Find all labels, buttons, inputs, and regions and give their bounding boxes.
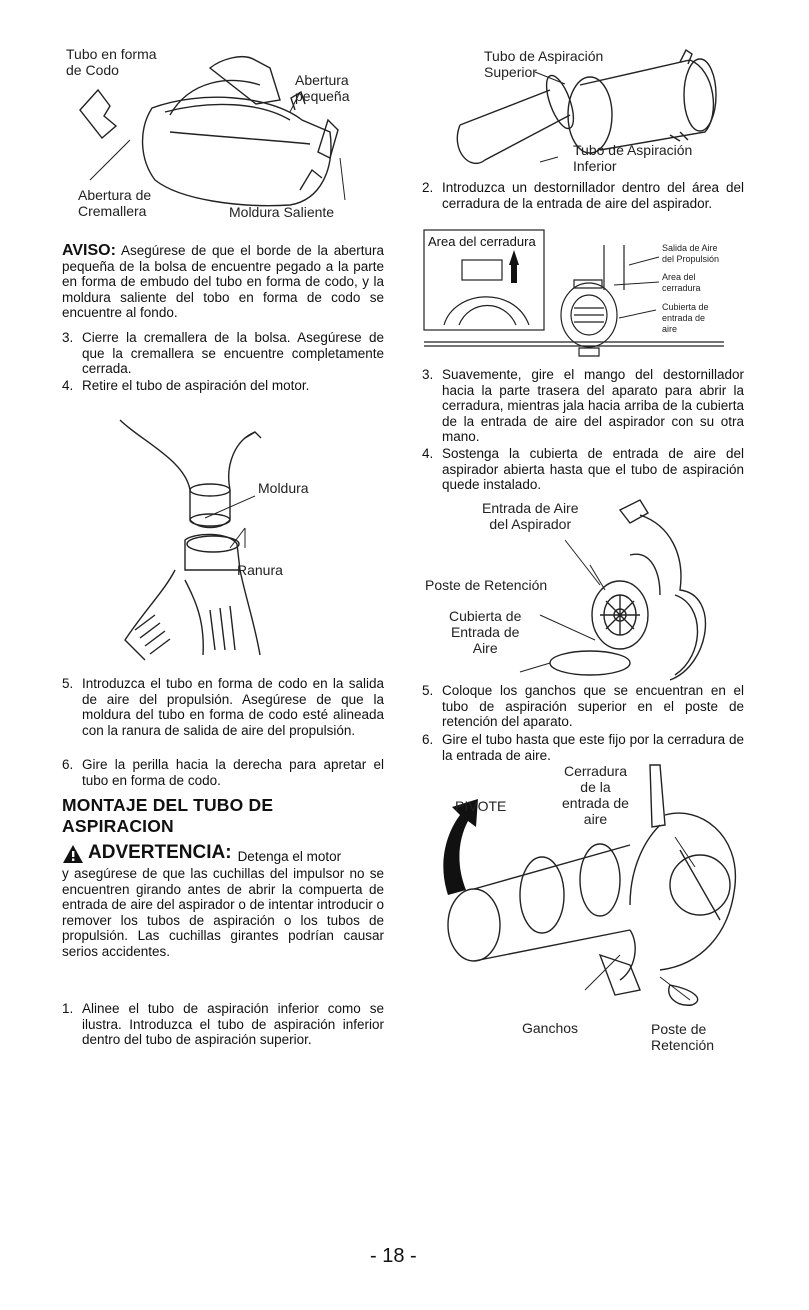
step-left-1: 1. Alinee el tubo de aspiración inferior como se ilustra. Introduzca el tubo de aspiración inferior dentro del tubo de aspiración superior. [62, 1001, 384, 1048]
label-molding: Moldura [258, 480, 309, 496]
label-latch-area: Area del cerradura [428, 234, 536, 249]
figure-molding-slot [105, 420, 305, 670]
label-slot: Ranura [237, 562, 283, 578]
molding-illustration [105, 420, 305, 670]
label-vacuum-inlet: Entrada de Aire del Aspirador [482, 500, 579, 532]
label-upper-tube: Tubo de Aspiración Superior [484, 48, 604, 80]
label-raised-molding: Moldura Saliente [229, 204, 335, 220]
label-lower-tube: Tubo de Aspiración Inferior [573, 142, 693, 174]
label-pivot: PIVOTE [455, 798, 507, 814]
label-elbow-tube: Tubo en forma de Codo [66, 46, 157, 78]
label-inlet-latch: Cerradura de la entrada de aire [562, 763, 629, 827]
label-hooks: Ganchos [522, 1020, 579, 1036]
warning-text-first: Detenga el motor [237, 849, 342, 864]
step-right-2: 2. Introduzca un destornillador dentro del área del cerradura de la entrada de aire del aspirador. [422, 180, 744, 211]
label-inlet-cover: Cubierta de Entrada de Aire [449, 608, 522, 656]
label-inlet-cover-small: Cubierta de entrada de aire [662, 302, 709, 334]
label-small-opening: Abertura pequeña [295, 72, 350, 104]
step-right-5: 5. Coloque los ganchos que se encuentran en el tubo de aspiración superior en el poste de retención del aparato. [422, 683, 744, 730]
step-left-4: 4. Retire el tubo de aspiración del motor. [62, 378, 310, 393]
step-right-4: 4. Sostenga la cubierta de entrada de aire del aspirador abierta hasta que el tubo de aspiración quede instalado. [422, 446, 744, 493]
notice-text: Asegúrese de que el borde de la abertura pequeña de la bolsa de encuentre pegado a la parte en forma de embudo del tubo en forma de codo, y la moldura saliente del tobo en forma de codo se encuentre al fondo. [62, 243, 384, 321]
warning-title-line [62, 842, 384, 864]
step-left-6: 6. Gire la perilla hacia la derecha para apretar el tubo en forma de codo. [62, 757, 384, 788]
warning-triangle-icon [62, 844, 84, 864]
step-right-6: 6. Gire el tubo hasta que este fijo por la cerradura de la entrada de aire. [422, 732, 744, 763]
step-left-3: 3. Cierre la cremallera de la bolsa. Asegúrese de que la cremallera se encuentre completamente cerrada. [62, 330, 384, 377]
label-zipper-opening: Abertura de Cremallera [78, 187, 152, 219]
notice-paragraph [62, 243, 384, 321]
warning-keyword: ADVERTENCIA: [88, 842, 232, 863]
label-retention-post-pivot: Poste de Retención [651, 1021, 715, 1053]
section-heading: MONTAJE DEL TUBO DE ASPIRACION [62, 795, 274, 836]
step-right-3: 3. Suavemente, gire el mango del destornillador hacia la parte trasera del aparato para abrir la cerradura, mientras jala hacia arriba de la cubierta de la entrada de aire del aspirador con su otra mano. [422, 367, 744, 445]
warning-block [62, 842, 384, 960]
label-blower-outlet: Salida de Aire del Propulsión [662, 243, 720, 264]
page-number: - 18 - [370, 1245, 417, 1267]
notice-keyword: AVISO: [62, 242, 116, 259]
label-retention-post: Poste de Retención [425, 577, 548, 593]
label-latch-area-small: Area del cerradura [662, 272, 701, 293]
warning-text: y asegúrese de que las cuchillas del impulsor no se encuentren girando antes de abrir la compuerta de entrada de aire del aspirador o de intentar introducir o remover los tubos de aspiración o los tubos de propulsión. Las cuchillas girantes podrían causar serios accidentes. [62, 866, 384, 959]
step-left-5: 5. Introduzca el tubo en forma de codo en la salida de aire del propulsión. Asegúrese de que la moldura del tubo en forma de codo esté alineada con la ranura de salida de aire del propulsión. [62, 676, 384, 738]
